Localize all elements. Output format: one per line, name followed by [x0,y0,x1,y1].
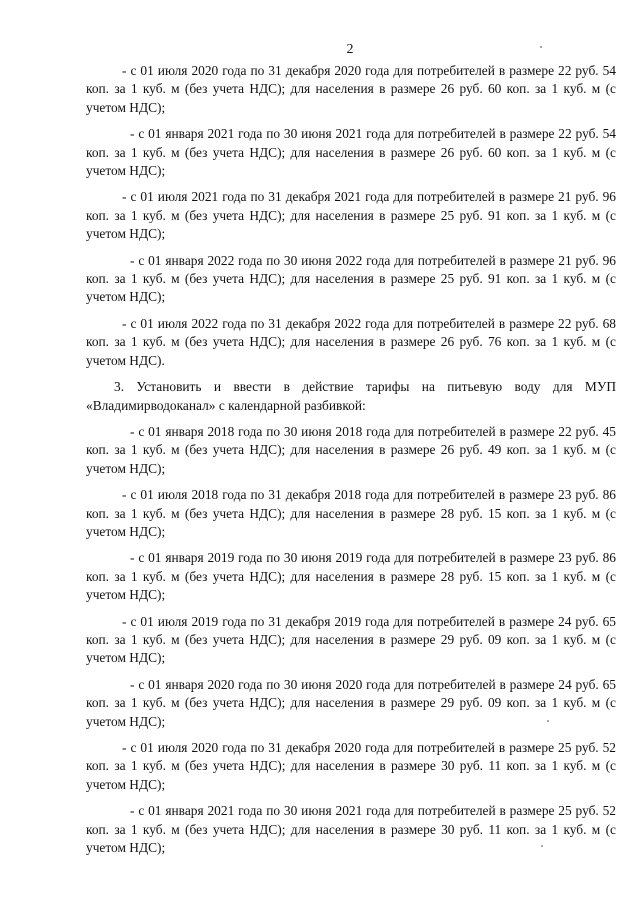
tariff-paragraph: - с 01 января 2021 года по 30 июня 2021 года для потребителей в размере 22 руб. 54 коп. за 1 куб. м (без учета НДС); для населения в размере 26 руб. 60 коп. за 1 куб. м (с учетом НДС); [86,126,616,179]
tariff-paragraph: - с 01 июля 2018 года по 31 декабря 2018 года для потребителей в размере 23 руб. 86 коп. за 1 куб. м (без учета НДС); для населения в размере 28 руб. 15 коп. за 1 куб. м (с учетом НДС); [86,487,616,539]
tariff-paragraph: - с 01 июля 2022 года по 31 декабря 2022 года для потребителей в размере 22 руб. 68 коп. за 1 куб. м (без учета НДС); для населения в размере 26 руб. 76 коп. за 1 куб. м (с учетом НДС). [86,315,616,368]
tariff-paragraph: - с 01 июля 2020 года по 31 декабря 2020 года для потребителей в размере 22 руб. 54 коп. за 1 куб. м (без учета НДС); для населения в размере 26 руб. 60 коп. за 1 куб. м (с учетом НДС); [86,63,616,115]
tariff-paragraph: - с 01 июля 2019 года по 31 декабря 2019 года для потребителей в размере 24 руб. 65 коп. за 1 куб. м (без учета НДС); для населения в размере 29 руб. 09 коп. за 1 куб. м (с учетом НДС); [86,613,616,666]
tariff-paragraph: - с 01 января 2018 года по 30 июня 2018 года для потребителей в размере 22 руб. 45 коп. за 1 куб. м (без учета НДС); для населения в размере 26 руб. 49 коп. за 1 куб. м (с учетом НДС); [86,423,616,476]
page-number: 2 [346,42,354,57]
tariff-paragraph: - с 01 января 2019 года по 30 июня 2019 года для потребителей в размере 23 руб. 86 коп. за 1 куб. м (без учета НДС); для населения в размере 28 руб. 15 коп. за 1 куб. м (с учетом НДС); [86,550,616,603]
tariff-paragraph: - с 01 июля 2021 года по 31 декабря 2021 года для потребителей в размере 21 руб. 96 коп. за 1 куб. м (без учета НДС); для населения в размере 25 руб. 91 коп. за 1 куб. м (с учетом НДС); [86,189,616,242]
tariff-paragraph: - с 01 января 2021 года по 30 июня 2021 года для потребителей в размере 25 руб. 52 коп. за 1 куб. м (без учета НДС); для населения в размере 30 руб. 11 коп. за 1 куб. м (с учетом НДС); [86,803,616,856]
section-heading-paragraph: 3. Установить и ввести в действие тарифы на питьевую воду для МУП «Владимирводоканал» с календарной разбивкой: [86,379,616,413]
scan-speck [541,845,543,847]
scan-speck [540,46,542,48]
tariff-paragraph: - с 01 января 2020 года по 30 июня 2020 года для потребителей в размере 24 руб. 65 коп. за 1 куб. м (без учета НДС); для населения в размере 29 руб. 09 коп. за 1 куб. м (с учетом НДС); [86,676,616,729]
tariff-paragraph: - с 01 июля 2020 года по 31 декабря 2020 года для потребителей в размере 25 руб. 52 коп. за 1 куб. м (без учета НДС); для населения в размере 30 руб. 11 коп. за 1 куб. м (с учетом НДС); [86,740,616,792]
scan-speck [547,720,549,722]
tariff-paragraph: - с 01 января 2022 года по 30 июня 2022 года для потребителей в размере 21 руб. 96 коп. за 1 куб. м (без учета НДС); для населения в размере 25 руб. 91 коп. за 1 куб. м (с учетом НДС); [86,252,616,305]
document-body [86,62,616,865]
